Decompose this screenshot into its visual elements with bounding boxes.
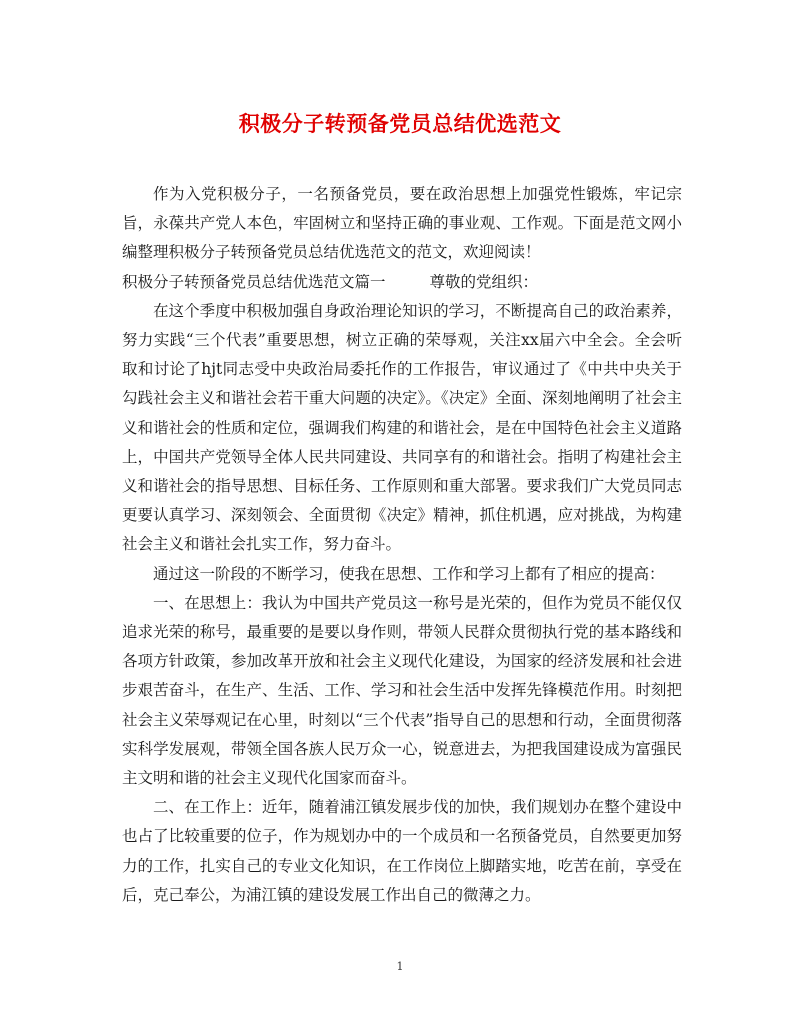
body-paragraph-2: 通过这一阶段的不断学习，使我在思想、工作和学习上都有了相应的提高： bbox=[153, 564, 665, 583]
section-heading-line bbox=[122, 268, 682, 297]
section-heading: 积极分子转预备党员总结优选范文篇一 bbox=[122, 272, 386, 291]
document-title: 积极分子转预备党员总结优选范文 bbox=[238, 111, 562, 136]
intro-paragraph: 作为入党积极分子，一名预备党员，要在政治思想上加强党性锻炼，牢记宗旨，永葆共产党人本色，牢固树立和坚持正确的事业观、工作观。下面是范文网小编整理积极分子转预备党员总结优选范文的范文，欢迎阅读！ bbox=[122, 185, 682, 262]
salutation: 尊敬的党组织： bbox=[429, 272, 539, 291]
body-paragraph-4: 二、在工作上：近年，随着浦江镇发展步伐的加快，我们规划办在整个建设中也占了比较重要的位子，作为规划办中的一个成员和一名预备党员，自然要更加努力的工作，扎实自己的专业文化知识，在工作岗位上脚踏实地，吃苦在前，享受在后，克己奉公，为浦江镇的建设发展工作出自己的微薄之力。 bbox=[122, 798, 682, 904]
page-number: 1 bbox=[396, 960, 404, 973]
body-paragraph-3: 一、在思想上：我认为中国共产党员这一称号是光荣的，但作为党员不能仅仅追求光荣的称号，最重要的是要以身作则，带领人民群众贯彻执行党的基本路线和各项方针政策，参加改革开放和社会主义现代化建设，为国家的经济发展和社会进步艰苦奋斗，在生产、生活、工作、学习和社会生活中发挥先锋模范作用。时刻把社会主义荣辱观记在心里，时刻以“三个代表”指导自己的思想和行动，全面贯彻落实科学发展观，带领全国各族人民万众一心，锐意进去，为把我国建设成为富强民主文明和谐的社会主义现代化国家而奋斗。 bbox=[122, 593, 682, 788]
body-paragraph-1: 在这个季度中积极加强自身政治理论知识的学习，不断提高自己的政治素养，努力实践“三个代表”重要思想，树立正确的荣辱观，关注xx届六中全会。全会听取和讨论了hjt同志受中央政治局委托作的工作报告，审议通过了《中共中央关于勾践社会主义和谐社会若干重大问题的决定》。《决定》全面、深刻地阐明了社会主义和谐社会的性质和定位，强调我们构建的和谐社会，是在中国特色社会主义道路上，中国共产党领导全体人民共同建设、共同享有的和谐社会。指明了构建社会主义和谐社会的指导思想、目标任务、工作原则和重大部署。要求我们广大党员同志更要认真学习、深刻领会、全面贯彻《决定》精神，抓住机遇，应对挑战，为构建社会主义和谐社会扎实工作，努力奋斗。 bbox=[122, 301, 682, 554]
document-body bbox=[122, 180, 682, 910]
